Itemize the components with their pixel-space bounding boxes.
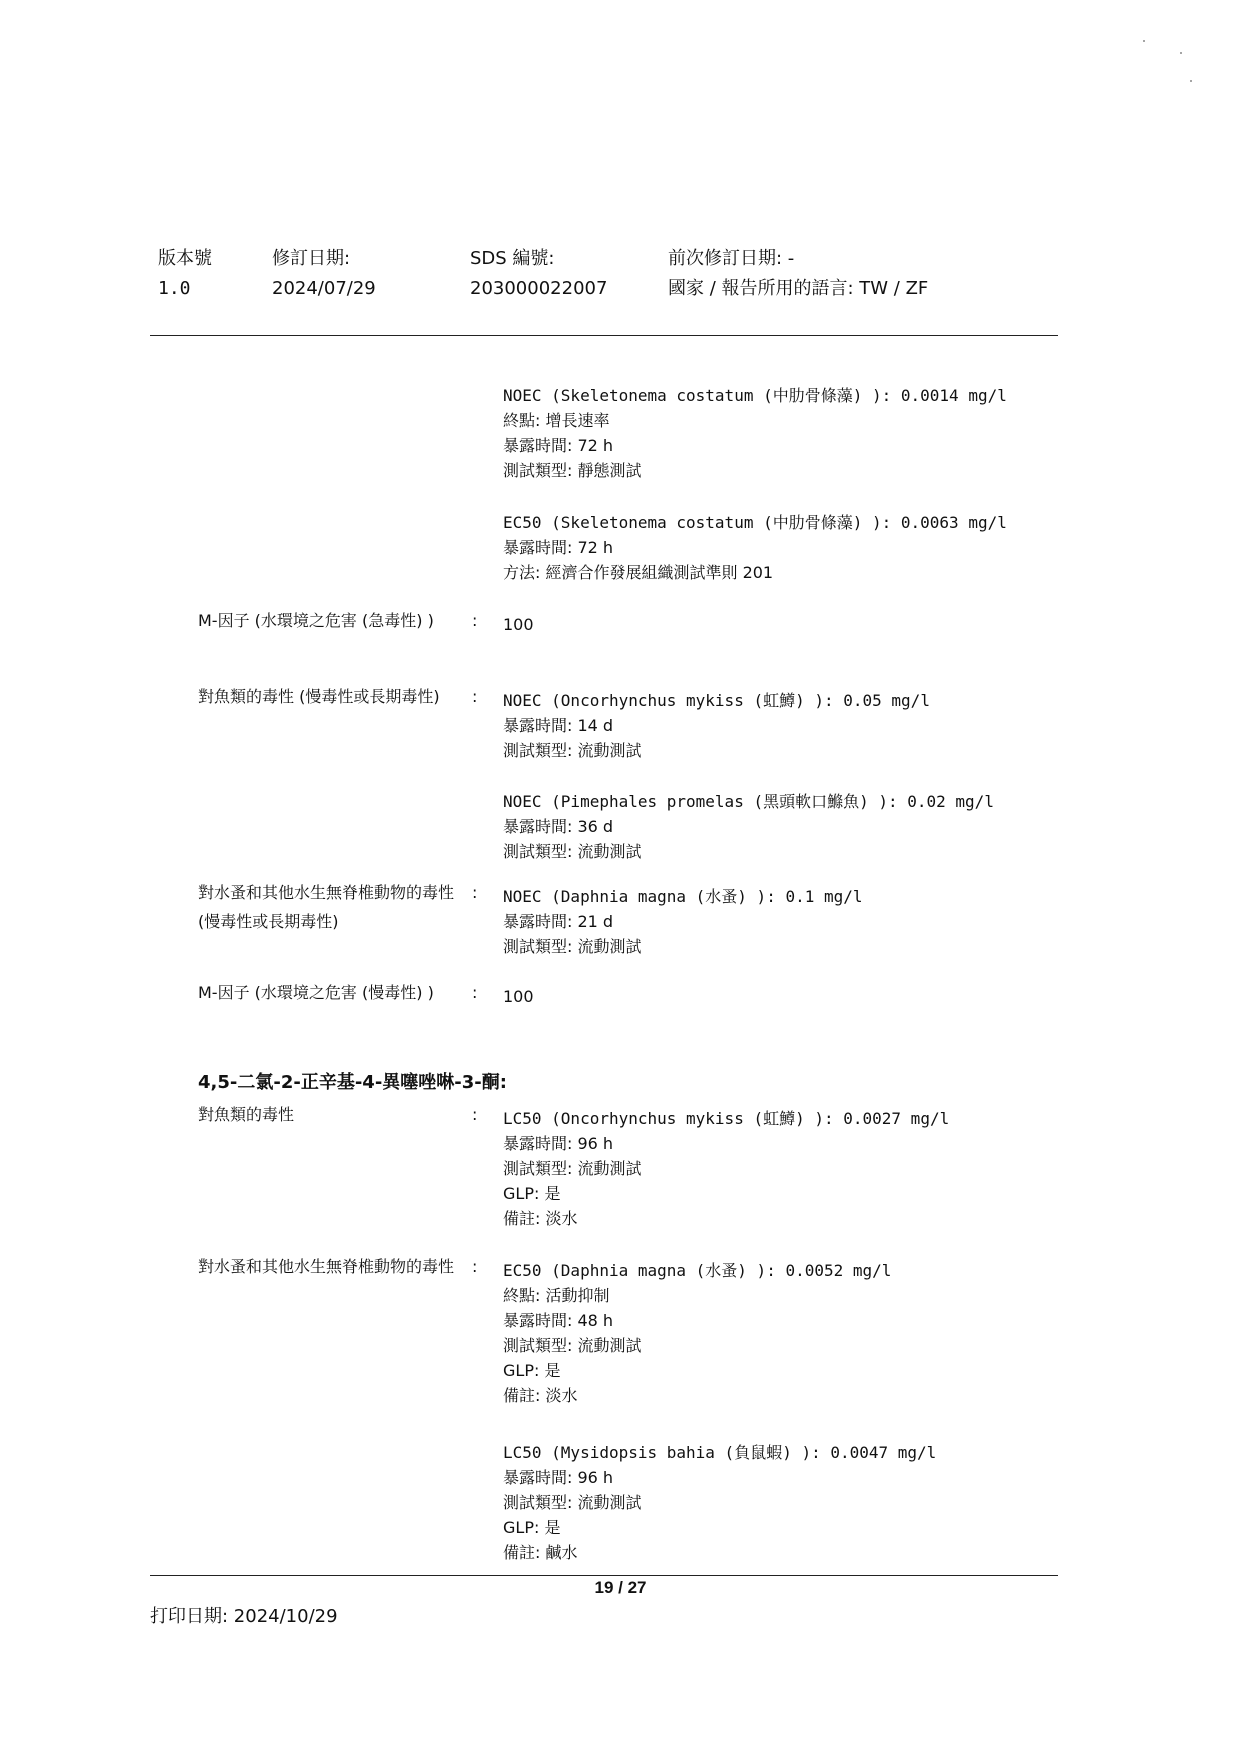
language-label: 國家 / 報告所用的語言: TW / ZF: [668, 278, 929, 299]
value-block: [503, 789, 1103, 864]
value-line: 暴露時間: 72 h: [503, 538, 614, 557]
value-line: 暴露時間: 96 h: [503, 1468, 614, 1487]
revision-value: 2024/07/29: [272, 278, 376, 299]
value-block: [503, 1440, 1103, 1565]
value-line: 備註: 淡水: [503, 1209, 578, 1228]
value-block: [503, 1258, 1103, 1408]
value-block: [503, 510, 1103, 585]
header-rule: [150, 335, 1058, 336]
value-line: NOEC (Skeletonema costatum (中肋骨條藻) ): 0.0014 mg/l: [503, 386, 1007, 405]
value-line: 終點: 活動抑制: [503, 1286, 610, 1305]
revision-label: 修訂日期:: [272, 248, 351, 269]
value-line: 暴露時間: 36 d: [503, 817, 614, 836]
value-line: 測試類型: 流動測試: [503, 741, 642, 760]
value-line: NOEC (Daphnia magna (水蚤) ): 0.1 mg/l: [503, 887, 863, 906]
value-block: [503, 1106, 1103, 1231]
page-number: 19 / 27: [594, 1578, 647, 1597]
header-revision: [272, 244, 376, 304]
field-label: M-因子 (水環境之危害 (急毒性) ): [198, 611, 434, 630]
footer-rule: [150, 1575, 1058, 1576]
field-colon: :: [472, 883, 478, 902]
value-line: 測試類型: 靜態測試: [503, 461, 642, 480]
field-colon: :: [472, 983, 478, 1002]
field-label: M-因子 (水環境之危害 (慢毒性) ): [198, 983, 434, 1002]
value-line: 終點: 增長速率: [503, 411, 610, 430]
version-value: 1.0: [158, 278, 191, 299]
value-line: 暴露時間: 14 d: [503, 716, 614, 735]
value-line: LC50 (Mysidopsis bahia (負鼠蝦) ): 0.0047 mg/l: [503, 1443, 937, 1462]
field-label: 對水蚤和其他水生無脊椎動物的毒性: [198, 1257, 455, 1276]
version-label: 版本號: [158, 248, 212, 269]
value-line: GLP: 是: [503, 1361, 561, 1380]
value-line: 方法: 經濟合作發展組織測試準則 201: [503, 563, 774, 582]
value-block: [503, 383, 1103, 483]
field-colon: :: [472, 611, 478, 630]
value-line: 100: [503, 615, 534, 634]
field-label: 對魚類的毒性: [198, 1105, 295, 1124]
value-line: 暴露時間: 48 h: [503, 1311, 614, 1330]
value-block: [503, 688, 1103, 763]
value-line: 測試類型: 流動測試: [503, 1159, 642, 1178]
print-date: 打印日期: 2024/10/29: [150, 1606, 338, 1627]
scan-speck: [1180, 52, 1182, 54]
field-colon: :: [472, 687, 478, 706]
value-line: 測試類型: 流動測試: [503, 937, 642, 956]
value-line: 暴露時間: 72 h: [503, 436, 614, 455]
field-colon: :: [472, 1105, 478, 1124]
header-prev: [668, 244, 928, 304]
value-block: [503, 884, 1103, 959]
sds-value: 203000022007: [470, 278, 608, 299]
substance-heading: 4,5-二氯-2-正辛基-4-異噻唑啉-3-酮:: [198, 1072, 507, 1093]
value-line: LC50 (Oncorhynchus mykiss (虹鱒) ): 0.0027 mg/l: [503, 1109, 950, 1128]
value-line: 測試類型: 流動測試: [503, 1336, 642, 1355]
header-sds: [470, 244, 607, 304]
value-line: EC50 (Skeletonema costatum (中肋骨條藻) ): 0.0063 mg/l: [503, 513, 1007, 532]
value-line: GLP: 是: [503, 1184, 561, 1203]
value-line: 備註: 淡水: [503, 1386, 578, 1405]
scan-speck: [1190, 80, 1192, 82]
scan-speck: [1143, 40, 1145, 42]
value-block: [503, 984, 1103, 1009]
header-version: [158, 244, 212, 304]
value-line: NOEC (Pimephales promelas (黑頭軟口鰷魚) ): 0.02 mg/l: [503, 792, 994, 811]
value-line: 100: [503, 987, 534, 1006]
value-line: GLP: 是: [503, 1518, 561, 1537]
field-label: 對水蚤和其他水生無脊椎動物的毒性 (慢毒性或長期毒性): [198, 883, 455, 931]
field-colon: :: [472, 1257, 478, 1276]
sds-label: SDS 編號:: [470, 248, 555, 269]
value-block: [503, 612, 1103, 637]
field-label: 對魚類的毒性 (慢毒性或長期毒性): [198, 687, 440, 706]
value-line: 測試類型: 流動測試: [503, 842, 642, 861]
value-line: NOEC (Oncorhynchus mykiss (虹鱒) ): 0.05 mg/l: [503, 691, 930, 710]
prev-revision-label: 前次修訂日期: -: [668, 248, 795, 269]
value-line: EC50 (Daphnia magna (水蚤) ): 0.0052 mg/l: [503, 1261, 892, 1280]
value-line: 暴露時間: 21 d: [503, 912, 614, 931]
value-line: 備註: 鹹水: [503, 1543, 578, 1562]
value-line: 測試類型: 流動測試: [503, 1493, 642, 1512]
value-line: 暴露時間: 96 h: [503, 1134, 614, 1153]
